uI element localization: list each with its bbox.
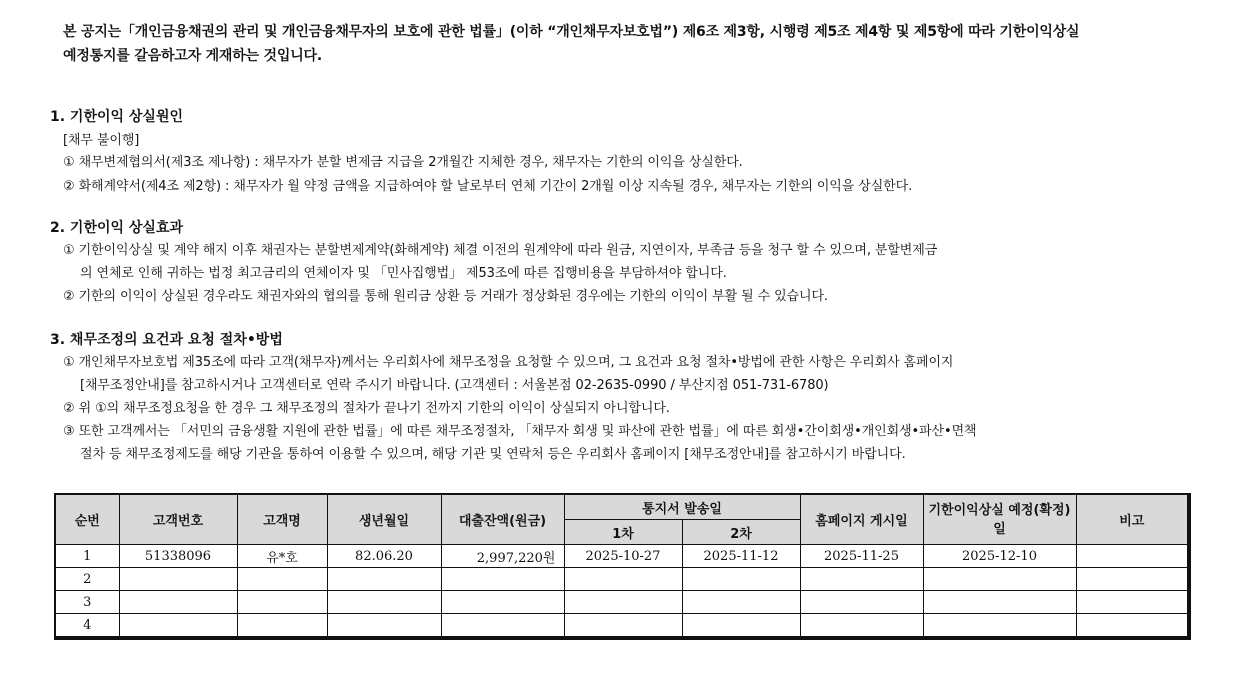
cell-customer-name: [237, 568, 327, 591]
intro-line-2: 예정통지를 갈음하고자 게재하는 것입니다.: [63, 48, 322, 64]
header-sent-1: 1차: [564, 520, 682, 545]
cell-balance: [441, 568, 564, 591]
cell-homepage: 2025-11-25: [800, 545, 923, 568]
section-3-item-3-cont: 절차 등 채무조정제도를 해당 기관을 통하여 이용할 수 있으며, 해당 기관 및 연락처 등은 우리회사 홈페이지 [채무조정안내]를 참고하시기 바랍니다.: [80, 447, 906, 462]
section-1-item-1: ① 채무변제협의서(제3조 제나항) : 채무자가 분할 변제금 지급을 2개월간 지체한 경우, 채무자는 기한의 이익을 상실한다.: [63, 155, 743, 170]
header-customer-name: 고객명: [237, 494, 327, 545]
cell-sent-1: [564, 614, 682, 639]
cell-eod: [923, 614, 1076, 639]
cell-sent-1: [564, 591, 682, 614]
cell-sent-2: [682, 568, 800, 591]
section-3-title: 3. 채무조정의 요건과 요청 절차•방법: [50, 332, 283, 348]
section-3-item-1-cont: [채무조정안내]를 참고하시거나 고객센터로 연락 주시기 바랍니다. (고객센터 : 서울본점 02-2635-0990 / 부산지점 051-731-6780): [80, 378, 829, 393]
cell-no: 3: [55, 591, 119, 614]
section-2-item-1-cont: 의 연체로 인해 귀하는 법정 최고금리의 연체이자 및 「민사집행법」 제53조에 따른 집행비용을 부담하셔야 합니다.: [80, 266, 727, 281]
cell-eod: 2025-12-10: [923, 545, 1076, 568]
header-no: 순번: [55, 494, 119, 545]
intro-paragraph: [63, 20, 1183, 68]
section-1-item-2: ② 화해계약서(제4조 제2항) : 채무자가 월 약정 금액을 지급하여야 할 날로부터 연체 기간이 2개월 이상 지속될 경우, 채무자는 기한의 이익을 상실한다.: [63, 179, 913, 194]
table-row: [55, 591, 1189, 614]
header-eod: 기한이익상실 예정(확정)일: [923, 494, 1076, 545]
cell-note: [1076, 614, 1189, 639]
cell-no: 4: [55, 614, 119, 639]
cell-no: 2: [55, 568, 119, 591]
cell-birth: [327, 614, 441, 639]
cell-homepage: [800, 614, 923, 639]
header-sent-2: 2차: [682, 520, 800, 545]
table-row: [55, 545, 1189, 568]
cell-sent-2: 2025-11-12: [682, 545, 800, 568]
cell-note: [1076, 545, 1189, 568]
header-note: 비고: [1076, 494, 1189, 545]
cell-eod: [923, 591, 1076, 614]
cell-balance: [441, 591, 564, 614]
cell-balance: 2,997,220원: [441, 545, 564, 568]
cell-balance: [441, 614, 564, 639]
section-3-item-2: ② 위 ①의 채무조정요청을 한 경우 그 채무조정의 절차가 끝나기 전까지 기한의 이익이 상실되지 아니합니다.: [63, 401, 670, 416]
cell-customer-no: [119, 568, 237, 591]
cell-customer-name: 유*호: [237, 545, 327, 568]
cell-sent-2: [682, 614, 800, 639]
cell-no: 1: [55, 545, 119, 568]
cell-sent-1: 2025-10-27: [564, 545, 682, 568]
cell-sent-2: [682, 591, 800, 614]
cell-birth: [327, 568, 441, 591]
header-balance: 대출잔액(원금): [441, 494, 564, 545]
section-1-title: 1. 기한이익 상실원인: [50, 109, 183, 125]
table-row: [55, 568, 1189, 591]
section-3-item-3: ③ 또한 고객께서는 「서민의 금융생활 지원에 관한 법률」에 따른 채무조정절차, 「채무자 회생 및 파산에 관한 법률」에 따른 회생•간이회생•개인회생•파산•면책: [63, 424, 977, 439]
header-homepage: 홈페이지 게시일: [800, 494, 923, 545]
section-1-subtitle: [채무 불이행]: [63, 133, 140, 148]
cell-birth: [327, 591, 441, 614]
cell-eod: [923, 568, 1076, 591]
header-sent-group: 통지서 발송일: [564, 494, 800, 520]
header-birth: 생년월일: [327, 494, 441, 545]
cell-note: [1076, 591, 1189, 614]
section-2-item-1: ① 기한이익상실 및 계약 해지 이후 채권자는 분할변제계약(화해계약) 체결 이전의 원계약에 따라 원금, 지연이자, 부족금 등을 청구 할 수 있으며, 분할변제금: [63, 243, 938, 258]
section-2-item-2: ② 기한의 이익이 상실된 경우라도 채권자와의 협의를 통해 원리금 상환 등 거래가 정상화된 경우에는 기한의 이익이 부활 될 수 있습니다.: [63, 289, 828, 304]
cell-customer-name: [237, 591, 327, 614]
cell-customer-name: [237, 614, 327, 639]
intro-line-1: 본 공지는「개인금융채권의 관리 및 개인금융채무자의 보호에 관한 법률」(이하 “개인채무자보호법”) 제6조 제3항, 시행령 제5조 제4항 및 제5항에 따라 기한이익상실: [63, 24, 1080, 40]
cell-customer-no: [119, 591, 237, 614]
notice-table: [54, 493, 1191, 640]
section-2-title: 2. 기한이익 상실효과: [50, 220, 183, 236]
cell-customer-no: 51338096: [119, 545, 237, 568]
cell-note: [1076, 568, 1189, 591]
section-3-item-1: ① 개인채무자보호법 제35조에 따라 고객(채무자)께서는 우리회사에 채무조정을 요청할 수 있으며, 그 요건과 요청 절차•방법에 관한 사항은 우리회사 홈페이지: [63, 355, 954, 370]
cell-customer-no: [119, 614, 237, 639]
header-customer-no: 고객번호: [119, 494, 237, 545]
table-row: [55, 614, 1189, 639]
cell-homepage: [800, 568, 923, 591]
cell-sent-1: [564, 568, 682, 591]
cell-homepage: [800, 591, 923, 614]
cell-birth: 82.06.20: [327, 545, 441, 568]
